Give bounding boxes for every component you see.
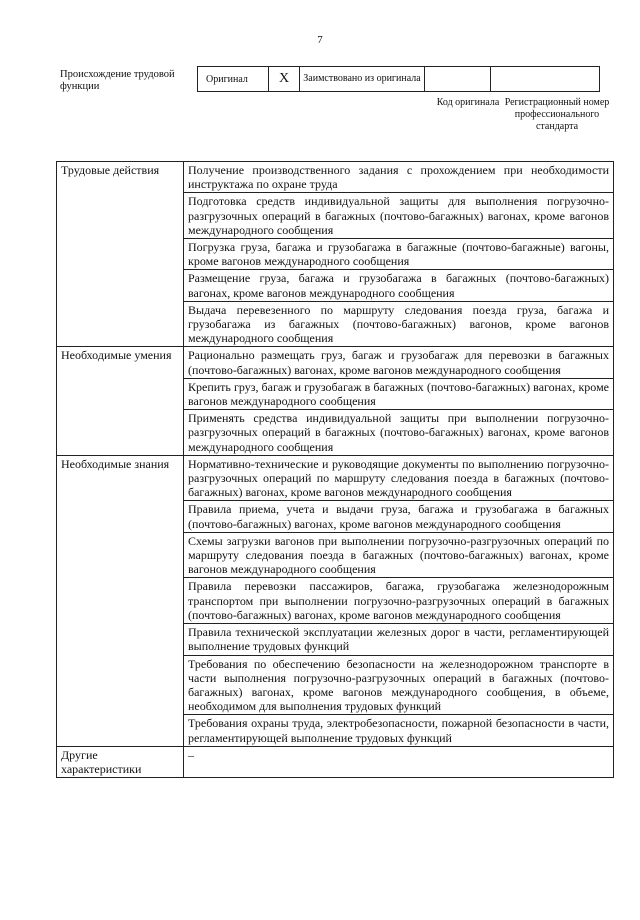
section-item: Рационально размещать груз, багаж и грузобагаж для перевозки в багажных (почтово-багажных) вагонах, кроме вагонов международного сообщения	[184, 347, 614, 378]
section-item: Выдача перевезенного по маршруту следования поезда груза, багажа и грузобагажа из багажных (почтово-багажных) вагонов, кроме вагонов международного сообщения	[184, 301, 614, 347]
table-row	[57, 347, 614, 378]
section-item: Требования по обеспечению безопасности на железнодорожном транспорте в части выполнения погрузочно-разгрузочных операций в багажных (почтово-багажных) вагонах, кроме вагонов международного сообщения, в объеме, необходимом для выполнения трудовых функций	[184, 655, 614, 715]
section-item: Размещение груза, багажа и грузобагажа в багажных (почтово-багажных) вагонах, кроме вагонов международного сообщения	[184, 270, 614, 301]
section-item: Правила технической эксплуатации железных дорог в части, регламентирующей выполнение трудовых функций	[184, 624, 614, 655]
code-original-caption: Код оригинала	[436, 97, 500, 108]
section-item: Требования охраны труда, электробезопасности, пожарной безопасности в части, регламентирующей выполнение трудовых функций	[184, 715, 614, 746]
reg-number-cell	[491, 67, 600, 92]
section-title: Другие характеристики	[57, 746, 184, 777]
table-row	[57, 455, 614, 501]
section-title: Необходимые умения	[57, 347, 184, 455]
section-title: Необходимые знания	[57, 455, 184, 746]
function-table	[56, 161, 614, 778]
section-item: Применять средства индивидуальной защиты при выполнении погрузочно-разгрузочных операций в багажных (почтово-багажных) вагонах, кроме вагонов международного сообщения	[184, 410, 614, 456]
section-item: Схемы загрузки вагонов при выполнении погрузочно-разгрузочных операций по маршруту следования поезда в багажных (почтово-багажных) вагонах, кроме вагонов международного сообщения	[184, 532, 614, 578]
original-mark: X	[269, 67, 300, 92]
section-item: Подготовка средств индивидуальной защиты для выполнения погрузочно-разгрузочных операций в багажных (почтово-багажных) вагонах, кроме вагонов международного сообщения	[184, 193, 614, 239]
borrowed-label: Заимствовано из оригинала	[300, 67, 425, 92]
origin-table	[197, 66, 600, 92]
section-item: Правила перевозки пассажиров, багажа, грузобагажа железнодорожным транспортом при выполнении погрузочно-разгрузочных операций в багажных (почтово-багажных) вагонах, кроме вагонов международного сообщения	[184, 578, 614, 624]
page-number: 7	[317, 34, 323, 46]
original-label: Оригинал	[198, 67, 269, 92]
reg-number-caption: Регистрационный номер профессионального стандарта	[504, 97, 610, 132]
section-item: Погрузка груза, багажа и грузобагажа в багажные (почтово-багажные) вагоны, кроме вагонов международного сообщения	[184, 239, 614, 270]
section-item: Правила приема, учета и выдачи груза, багажа и грузобагажа в багажных (почтово-багажных) вагонах, кроме вагонов международного сообщения	[184, 501, 614, 532]
section-item: Получение производственного задания с прохождением при необходимости инструктажа по охране труда	[184, 162, 614, 193]
section-item: Крепить груз, багаж и грузобагаж в багажных (почтово-багажных) вагонах, кроме вагонов международного сообщения	[184, 378, 614, 409]
section-item: –	[184, 746, 614, 777]
code-cell	[425, 67, 491, 92]
section-title: Трудовые действия	[57, 162, 184, 347]
origin-label: Происхождение трудовой функции	[60, 69, 175, 92]
table-row	[57, 162, 614, 193]
table-row	[57, 746, 614, 777]
section-item: Нормативно-технические и руководящие документы по выполнению погрузочно-разгрузочных операций по маршруту следования поезда в багажных (почтово-багажных) вагонах, кроме вагонов международного сообщения	[184, 455, 614, 501]
